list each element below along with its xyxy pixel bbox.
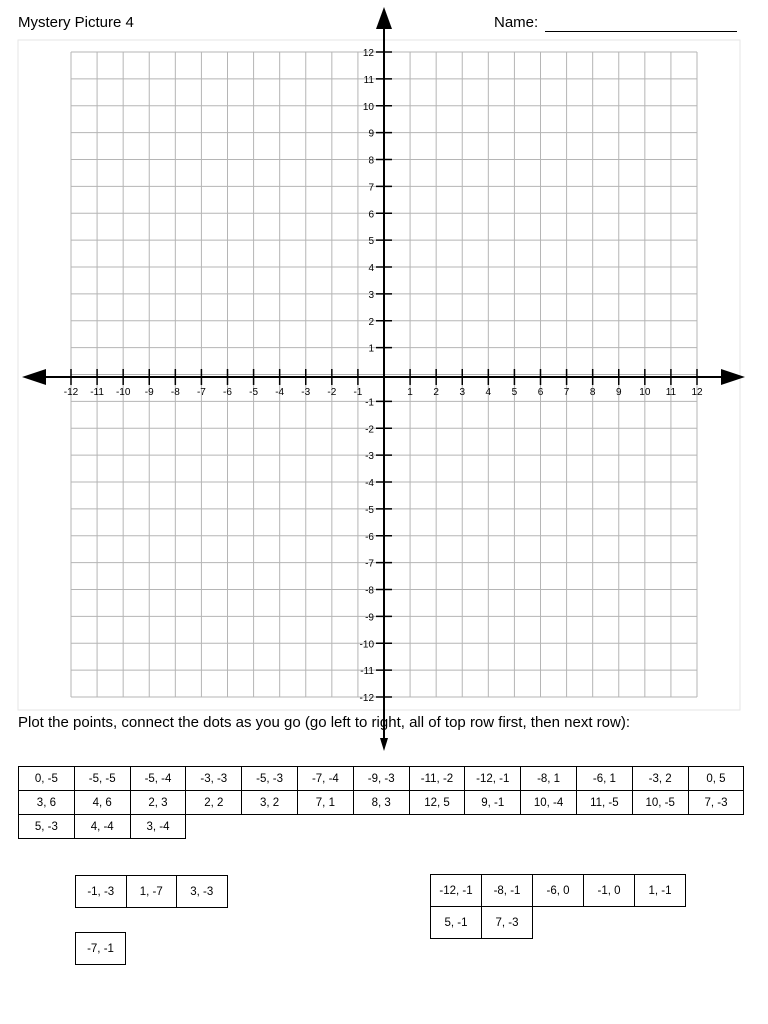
coordinate-cell: 4, 6 <box>74 791 130 815</box>
y-axis-down-arrow <box>380 738 388 751</box>
y-tick-label: -6 <box>365 531 374 543</box>
coordinate-cell: -6, 0 <box>533 875 584 907</box>
points-row <box>19 791 744 815</box>
coordinate-cell: 11, -5 <box>576 791 632 815</box>
x-tick-label: 4 <box>485 387 492 398</box>
x-tick-label: 2 <box>433 387 439 398</box>
coordinate-cell: 4, -4 <box>74 815 130 839</box>
empty-cell <box>533 907 584 939</box>
y-tick-label: 12 <box>362 48 374 59</box>
x-tick-label: -1 <box>353 387 363 398</box>
x-axis-right-arrow <box>721 369 745 385</box>
x-tick-label: -4 <box>275 387 285 398</box>
y-tick-label: -8 <box>365 585 374 597</box>
points-row <box>76 876 228 908</box>
coordinate-cell: 10, -4 <box>521 791 577 815</box>
points-row <box>19 767 744 791</box>
x-tick-label: 6 <box>537 387 544 398</box>
empty-cell <box>635 907 686 939</box>
y-tick-label: -7 <box>365 558 374 570</box>
coordinate-cell: -11, -2 <box>409 767 465 791</box>
y-tick-label: 5 <box>368 236 374 248</box>
empty-cell <box>521 815 577 839</box>
y-tick-label: -1 <box>365 397 374 409</box>
coordinate-cell: 12, 5 <box>409 791 465 815</box>
empty-cell <box>409 815 465 839</box>
x-axis-left-arrow <box>22 369 46 385</box>
coordinate-cell: -7, -4 <box>297 767 353 791</box>
coordinate-cell: 3, 6 <box>19 791 75 815</box>
x-tick-label: -5 <box>249 387 259 398</box>
y-tick-label: 1 <box>368 343 374 355</box>
x-tick-label: -3 <box>301 387 311 398</box>
y-tick-label: 4 <box>368 263 374 274</box>
coordinate-cell: 2, 2 <box>186 791 242 815</box>
coordinate-cell: -5, -4 <box>130 767 186 791</box>
x-tick-label: 7 <box>563 387 570 398</box>
coordinate-cell: -6, 1 <box>576 767 632 791</box>
coordinate-cell: -1, -3 <box>76 876 127 908</box>
x-tick-label: -10 <box>115 387 131 398</box>
coordinate-cell: 10, -5 <box>632 791 688 815</box>
y-tick-label: 2 <box>368 316 374 328</box>
y-tick-label: 6 <box>368 209 374 221</box>
coordinate-cell: -5, -3 <box>242 767 298 791</box>
y-tick-label: -2 <box>365 424 374 436</box>
coordinate-cell: -8, -1 <box>482 875 533 907</box>
x-tick-label: -12 <box>63 387 79 398</box>
points-row <box>19 815 744 839</box>
empty-cell <box>353 815 409 839</box>
coordinate-cell: 0, 5 <box>688 767 744 791</box>
coordinate-cell: -1, 0 <box>584 875 635 907</box>
points-group-a <box>75 875 228 908</box>
x-tick-label: -6 <box>223 387 232 398</box>
x-tick-label: -7 <box>196 387 206 398</box>
x-tick-label: 5 <box>511 387 518 398</box>
points-row <box>76 933 126 965</box>
x-tick-label: 1 <box>407 387 413 398</box>
y-tick-label: 3 <box>368 289 374 301</box>
coordinate-cell: 7, -3 <box>688 791 744 815</box>
x-tick-label: -9 <box>144 387 154 398</box>
coordinate-cell: 1, -1 <box>635 875 686 907</box>
x-tick-label: 3 <box>459 387 466 398</box>
y-axis-up-arrow <box>376 7 392 29</box>
y-tick-label: 11 <box>363 74 374 86</box>
y-tick-label: 10 <box>362 101 374 113</box>
coordinate-cell: 3, -4 <box>130 815 186 839</box>
coordinate-cell: 9, -1 <box>465 791 521 815</box>
coordinate-cell: 5, -3 <box>19 815 75 839</box>
x-tick-label: 9 <box>615 387 622 398</box>
coordinate-cell: -12, -1 <box>465 767 521 791</box>
coordinate-cell: 0, -5 <box>19 767 75 791</box>
x-tick-label: 10 <box>639 387 651 398</box>
empty-cell <box>632 815 688 839</box>
x-tick-label: -8 <box>170 387 180 398</box>
y-tick-label: -9 <box>365 612 374 624</box>
empty-cell <box>584 907 635 939</box>
coordinate-cell: -3, 2 <box>632 767 688 791</box>
coordinate-cell: -7, -1 <box>76 933 126 965</box>
x-tick-label: 12 <box>691 387 703 398</box>
empty-cell <box>242 815 298 839</box>
coordinate-cell: 8, 3 <box>353 791 409 815</box>
y-tick-label: 9 <box>368 128 374 140</box>
coordinate-cell: 3, 2 <box>242 791 298 815</box>
empty-cell <box>688 815 744 839</box>
x-tick-label: -11 <box>90 387 104 398</box>
points-row <box>431 907 686 939</box>
points-group-b <box>75 932 126 965</box>
points-group-c <box>430 874 686 939</box>
empty-cell <box>186 815 242 839</box>
y-tick-label: 7 <box>368 182 374 194</box>
coordinate-cell: 7, 1 <box>297 791 353 815</box>
coordinate-cell: -3, -3 <box>186 767 242 791</box>
x-tick-label: 11 <box>665 387 677 398</box>
name-label: Name: <box>494 14 539 31</box>
coordinate-cell: 7, -3 <box>482 907 533 939</box>
empty-cell <box>297 815 353 839</box>
y-tick-label: -3 <box>365 451 374 463</box>
y-tick-label: -4 <box>365 478 374 489</box>
main-points-table <box>18 766 744 839</box>
coordinate-cell: -8, 1 <box>521 767 577 791</box>
y-tick-label: -10 <box>359 639 374 651</box>
coordinate-cell: 5, -1 <box>431 907 482 939</box>
y-tick-label: -11 <box>360 666 374 678</box>
coordinate-cell: 1, -7 <box>126 876 177 908</box>
coordinate-cell: 2, 3 <box>130 791 186 815</box>
y-tick-label: -5 <box>365 504 374 516</box>
y-tick-label: -12 <box>359 693 374 704</box>
x-tick-label: 8 <box>589 387 596 398</box>
coordinate-cell: -9, -3 <box>353 767 409 791</box>
x-tick-label: -2 <box>327 387 337 398</box>
coordinate-cell: -12, -1 <box>431 875 482 907</box>
empty-cell <box>465 815 521 839</box>
coordinate-cell: 3, -3 <box>177 876 228 908</box>
y-tick-label: 8 <box>368 155 374 167</box>
coordinate-cell: -5, -5 <box>74 767 130 791</box>
points-row <box>431 875 686 907</box>
worksheet-title: Mystery Picture 4 <box>18 14 134 31</box>
empty-cell <box>576 815 632 839</box>
instructions: Plot the points, connect the dots as you go (go left to right, all of top row first, then next row): <box>18 714 630 731</box>
